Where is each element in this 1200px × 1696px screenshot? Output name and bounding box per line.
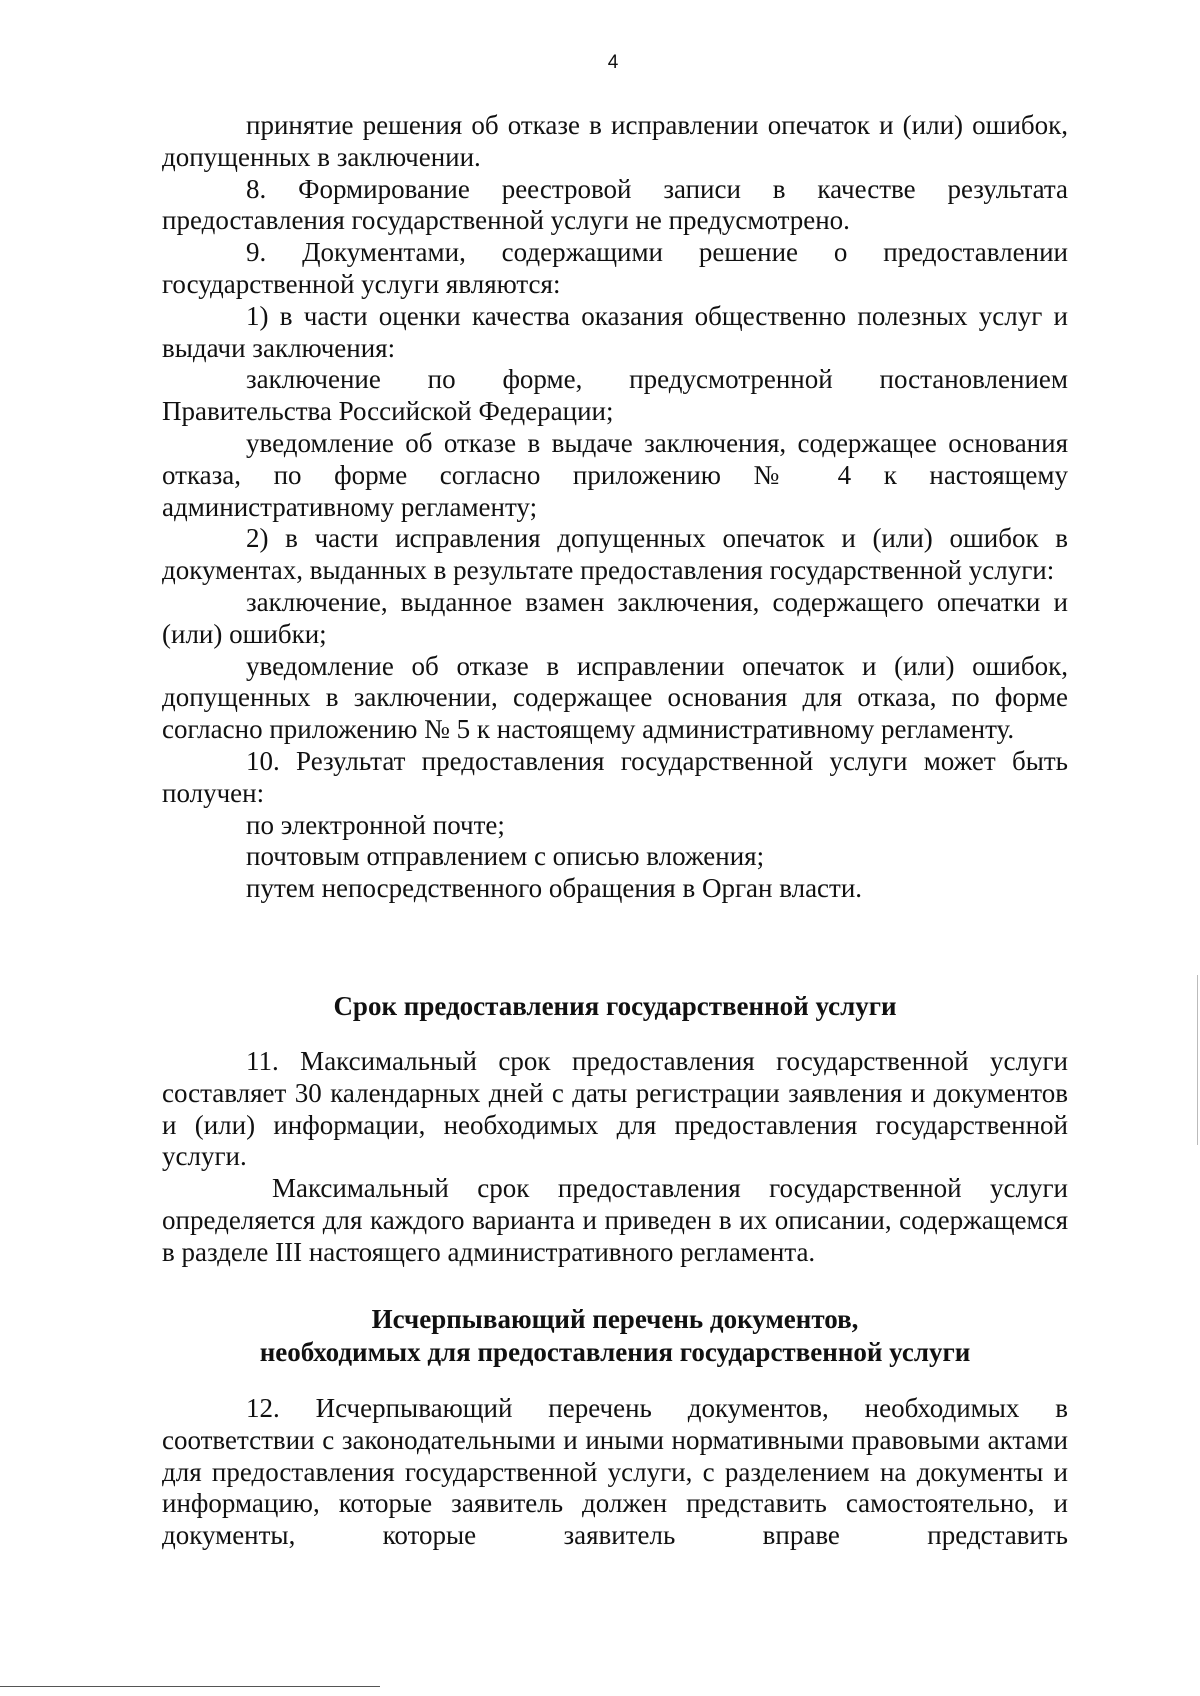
paragraph: заключение по форме, предусмотренной постановлением Правительства Российской Федерации; <box>162 364 1068 427</box>
heading-line: Исчерпывающий перечень документов, <box>371 1304 859 1334</box>
paragraph: путем непосредственного обращения в Орган власти. <box>246 873 863 904</box>
text-block-documents <box>162 1393 1068 1552</box>
section-heading-documents <box>162 1303 1068 1369</box>
bottom-rule <box>0 1686 380 1687</box>
heading-line: Срок предоставления государственной услуги <box>333 991 897 1021</box>
section-heading-term <box>162 990 1068 1023</box>
paragraph: 2) в части исправления допущенных опечаток и (или) ошибок в документах, выданных в результате предоставления государственной услуги: <box>162 523 1068 586</box>
paragraph: 1) в части оценки качества оказания общественно полезных услуг и выдачи заключения: <box>162 300 1068 363</box>
paragraph: заключение, выданное взамен заключения, содержащего опечатки и (или) ошибки; <box>162 586 1068 649</box>
text-block-term <box>162 1046 1068 1269</box>
scan-edge-mark <box>1197 975 1198 1145</box>
paragraph: 12. Исчерпывающий перечень документов, необходимых в соответствии с законодательными и иными нормативными правовыми актами для предоставления государственной услуги, с разделением на документы и информацию, которые заявитель должен представить самостоятельно, и документы, которые заявитель вправе представить <box>162 1393 1068 1551</box>
paragraph: 11. Максимальный срок предоставления государственной услуги составляет 30 календарных дней с даты регистрации заявления и документов и (или) информации, необходимых для предоставления государственной услуги. <box>162 1046 1068 1172</box>
paragraph: по электронной почте; <box>246 809 505 840</box>
paragraph: уведомление об отказе в исправлении опечаток и (или) ошибок, допущенных в заключении, содержащее основания для отказа, по форме согласно приложению № 5 к настоящему административному регламенту. <box>162 650 1068 745</box>
paragraph: уведомление об отказе в выдаче заключения, содержащее основания отказа, по форме согласно приложению № 4 к настоящему административному регламенту; <box>162 427 1068 522</box>
text-block-results <box>162 110 1068 905</box>
page-number: 4 <box>607 52 619 73</box>
paragraph: Максимальный срок предоставления государственной услуги определяется для каждого варианта и приведен в их описании, содержащемся в разделе III настоящего административного регламента. <box>162 1173 1068 1267</box>
heading-line: необходимых для предоставления государственной услуги <box>259 1337 971 1367</box>
paragraph: 9. Документами, содержащими решение о предоставлении государственной услуги являются: <box>162 237 1068 299</box>
paragraph: принятие решения об отказе в исправлении опечаток и (или) ошибок, допущенных в заключении. <box>162 110 1068 172</box>
paragraph: 8. Формирование реестровой записи в качестве результата предоставления государственной услуги не предусмотрено. <box>162 173 1068 236</box>
paragraph: почтовым отправлением с описью вложения; <box>246 841 765 872</box>
paragraph: 10. Результат предоставления государственной услуги может быть получен: <box>162 745 1068 808</box>
